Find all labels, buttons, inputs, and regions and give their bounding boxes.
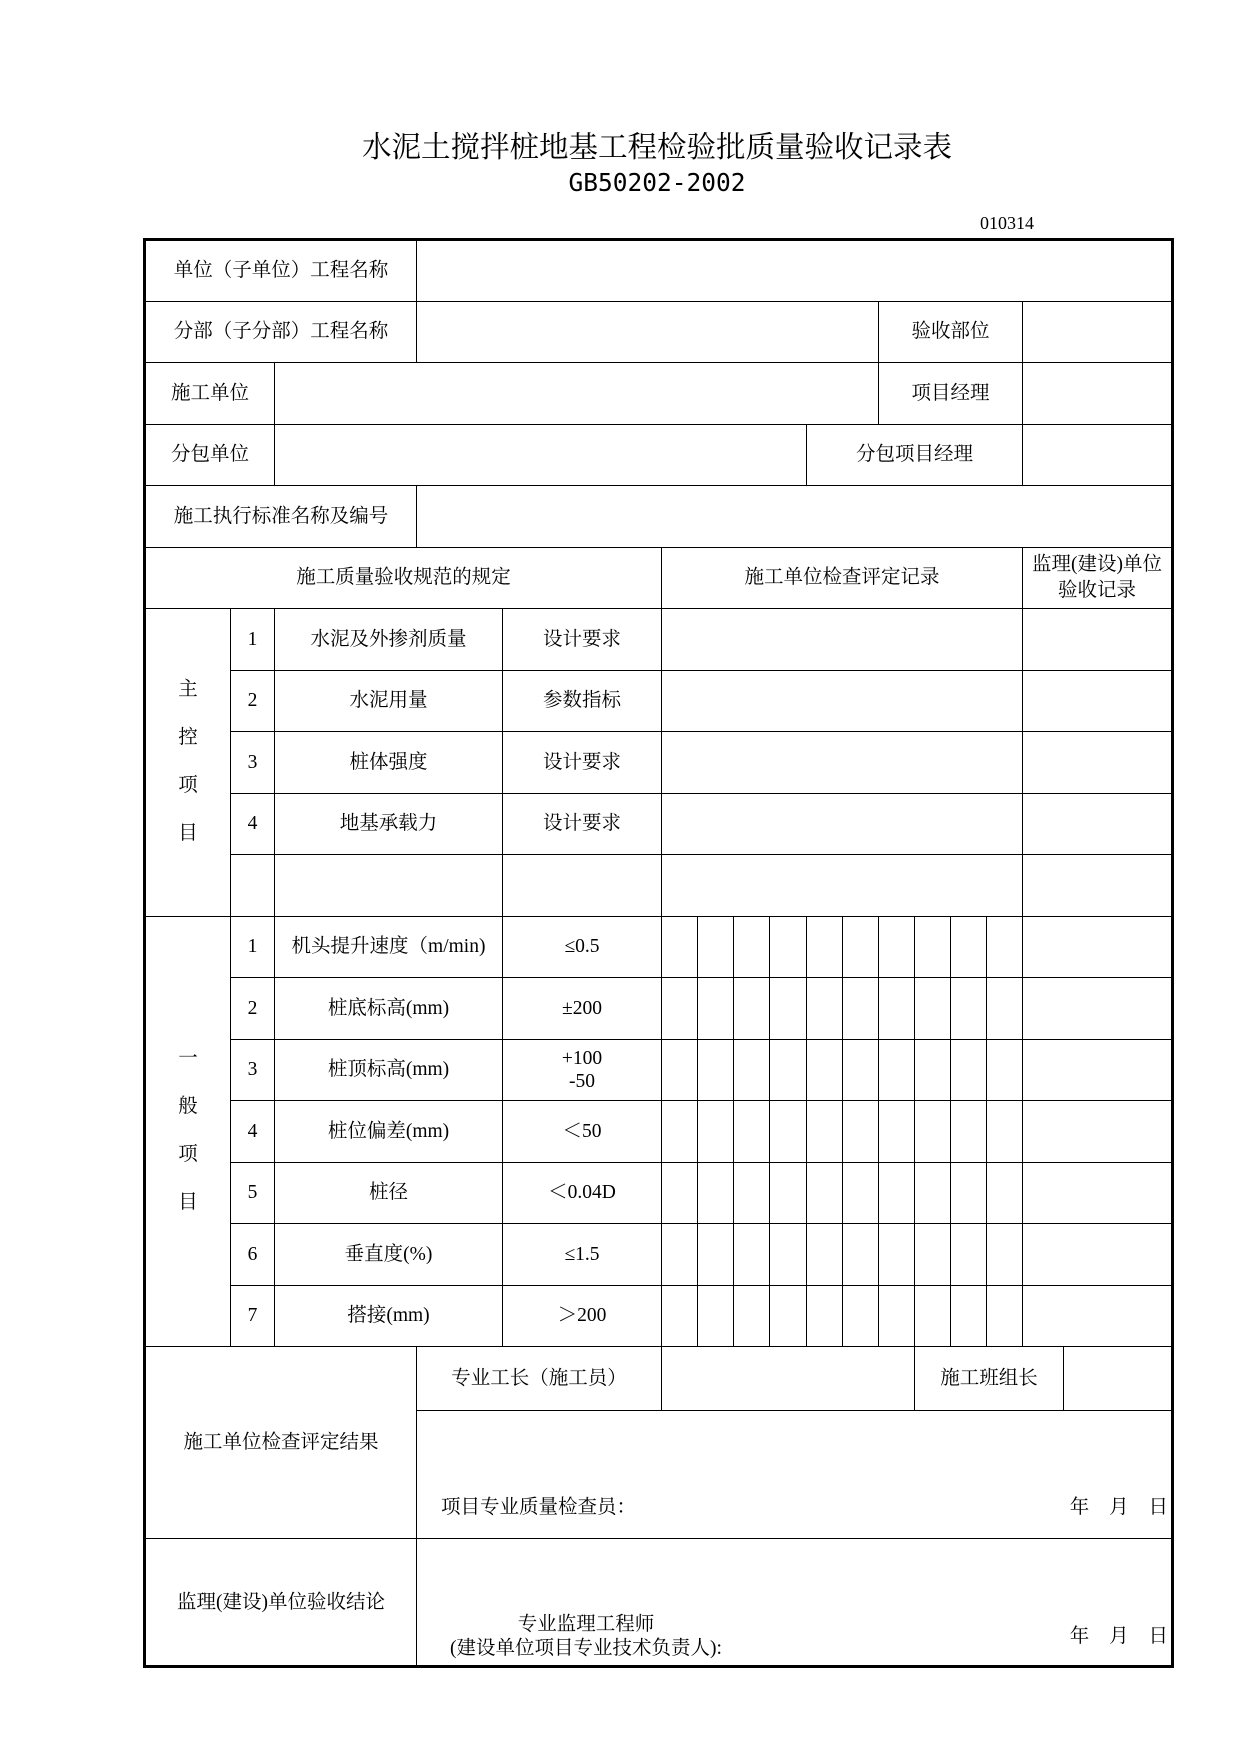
check-cell	[807, 1285, 843, 1347]
check-cell	[662, 1101, 698, 1163]
execution-standard-label: 施工执行标准名称及编号	[145, 486, 417, 548]
item-name: 地基承载力	[275, 793, 503, 855]
execution-standard-row	[145, 486, 1173, 548]
check-cell	[843, 1101, 879, 1163]
check-cell	[951, 978, 987, 1040]
check-cell	[843, 1162, 879, 1224]
supervisor-record-cell	[1023, 732, 1173, 794]
check-cell	[698, 1162, 734, 1224]
subcontractor-label: 分包单位	[145, 424, 275, 486]
contractor-signature-area	[417, 1411, 1173, 1539]
check-cell	[734, 1162, 770, 1224]
check-cell	[951, 1039, 987, 1101]
main-control-row	[145, 732, 1173, 794]
supervisor-signature-box	[417, 1539, 1171, 1665]
check-cell	[879, 1224, 915, 1286]
item-requirement: 参数指标	[503, 670, 662, 732]
standard-code: GB50202-2002	[568, 168, 746, 197]
subcontractor-value	[275, 424, 807, 486]
project-manager-value	[1023, 363, 1173, 425]
check-cell	[734, 978, 770, 1040]
item-name: 机头提升速度（m/min)	[275, 916, 503, 978]
check-cell	[662, 1162, 698, 1224]
check-cell	[879, 1162, 915, 1224]
contractor-label: 施工单位	[145, 363, 275, 425]
contractor-record-cell	[662, 793, 1023, 855]
item-number: 3	[231, 1039, 275, 1101]
check-cell	[770, 916, 807, 978]
item-requirement: ≤0.5	[503, 916, 662, 978]
check-cell	[807, 978, 843, 1040]
check-cell	[734, 1285, 770, 1347]
check-cell	[734, 916, 770, 978]
supervisor-record-cell	[1023, 1101, 1173, 1163]
supervisor-record-cell	[1023, 916, 1173, 978]
contractor-check-record-header: 施工单位检查评定记录	[662, 547, 1023, 609]
item-number: 1	[231, 916, 275, 978]
check-cell	[698, 1101, 734, 1163]
check-cell	[662, 1224, 698, 1286]
contractor-value	[275, 363, 879, 425]
subcontractor-row	[145, 424, 1173, 486]
check-cell	[843, 978, 879, 1040]
spec-requirements-header: 施工质量验收规范的规定	[145, 547, 662, 609]
check-cell	[807, 1039, 843, 1101]
check-cell	[698, 916, 734, 978]
main-control-group-label: 主控项目	[178, 679, 198, 845]
supervisor-acceptance-record-header: 监理(建设)单位 验收记录	[1023, 547, 1173, 609]
item-name: 桩底标高(mm)	[275, 978, 503, 1040]
item-name: 垂直度(%)	[275, 1224, 503, 1286]
check-cell	[951, 1285, 987, 1347]
check-cell	[987, 1101, 1023, 1163]
general-item-row	[145, 1224, 1173, 1286]
main-control-row	[145, 609, 1173, 671]
general-item-row	[145, 1285, 1173, 1347]
division-project-name-value	[417, 301, 879, 363]
check-cell	[807, 1101, 843, 1163]
check-cell	[770, 1285, 807, 1347]
item-number: 4	[231, 1101, 275, 1163]
check-cell	[770, 1039, 807, 1101]
main-control-row	[145, 793, 1173, 855]
main-control-row	[145, 670, 1173, 732]
item-name: 桩顶标高(mm)	[275, 1039, 503, 1101]
acceptance-record-table	[143, 238, 1174, 1668]
general-item-row	[145, 1039, 1173, 1101]
subcontract-manager-value	[1023, 424, 1173, 486]
contractor-record-cell	[662, 855, 1023, 917]
project-manager-label: 项目经理	[879, 363, 1023, 425]
check-cell	[879, 978, 915, 1040]
execution-standard-value	[417, 486, 1173, 548]
column-header-row	[145, 547, 1173, 609]
general-group-label: 一般项目	[178, 1048, 198, 1214]
check-cell	[987, 978, 1023, 1040]
item-requirement: 设计要求	[503, 793, 662, 855]
supervisor-record-cell	[1023, 793, 1173, 855]
item-number: 5	[231, 1162, 275, 1224]
check-cell	[987, 1162, 1023, 1224]
item-number: 1	[231, 609, 275, 671]
item-number: 7	[231, 1285, 275, 1347]
item-requirement: +100 -50	[503, 1039, 662, 1101]
supervisor-signature-area	[417, 1539, 1173, 1667]
supervisor-record-cell	[1023, 978, 1173, 1040]
quality-inspector-label: 项目专业质量检查员：	[441, 1496, 637, 1518]
main-control-group-cell	[145, 609, 231, 917]
item-number	[231, 855, 275, 917]
date-label: 年 月 日	[1069, 1626, 1169, 1647]
division-project-row	[145, 301, 1173, 363]
item-requirement: ＜50	[503, 1101, 662, 1163]
supervisor-record-cell	[1023, 609, 1173, 671]
check-cell	[915, 1224, 951, 1286]
contractor-row	[145, 363, 1173, 425]
supervisor-record-cell	[1023, 855, 1173, 917]
check-cell	[698, 1039, 734, 1101]
check-cell	[987, 1224, 1023, 1286]
supervisor-record-cell	[1023, 1285, 1173, 1347]
contractor-record-cell	[662, 670, 1023, 732]
check-cell	[915, 1162, 951, 1224]
check-cell	[698, 1285, 734, 1347]
check-cell	[807, 1224, 843, 1286]
check-cell	[915, 916, 951, 978]
check-cell	[843, 916, 879, 978]
item-number: 4	[231, 793, 275, 855]
subcontract-manager-label: 分包项目经理	[807, 424, 1023, 486]
unit-project-name-value	[417, 240, 1173, 302]
check-cell	[843, 1285, 879, 1347]
check-cell	[951, 1101, 987, 1163]
check-cell	[698, 978, 734, 1040]
check-cell	[734, 1224, 770, 1286]
contractor-result-label: 施工单位检查评定结果	[145, 1347, 417, 1539]
check-cell	[987, 1285, 1023, 1347]
check-cell	[734, 1039, 770, 1101]
item-name: 水泥及外掺剂质量	[275, 609, 503, 671]
foreman-value	[662, 1347, 915, 1411]
general-item-row	[145, 978, 1173, 1040]
check-cell	[698, 1224, 734, 1286]
foreman-label: 专业工长（施工员）	[417, 1347, 662, 1411]
check-cell	[662, 1285, 698, 1347]
check-cell	[843, 1224, 879, 1286]
item-name: 桩体强度	[275, 732, 503, 794]
item-name	[275, 855, 503, 917]
check-cell	[879, 1285, 915, 1347]
acceptance-part-label: 验收部位	[879, 301, 1023, 363]
date-label: 年 月 日	[1069, 1496, 1169, 1518]
check-cell	[915, 978, 951, 1040]
general-item-row	[145, 1101, 1173, 1163]
general-item-row	[145, 1162, 1173, 1224]
item-requirement	[503, 855, 662, 917]
team-leader-label: 施工班组长	[915, 1347, 1064, 1411]
item-number: 6	[231, 1224, 275, 1286]
item-name: 桩位偏差(mm)	[275, 1101, 503, 1163]
check-cell	[879, 1039, 915, 1101]
check-cell	[915, 1285, 951, 1347]
main-control-row-empty	[145, 855, 1173, 917]
check-cell	[951, 916, 987, 978]
supervisor-record-cell	[1023, 1039, 1173, 1101]
item-name: 桩径	[275, 1162, 503, 1224]
check-cell	[987, 916, 1023, 978]
contractor-result-row	[145, 1347, 1173, 1411]
item-requirement: ≤1.5	[503, 1224, 662, 1286]
supervisor-record-cell	[1023, 670, 1173, 732]
contractor-signature-box	[417, 1412, 1171, 1538]
supervisor-conclusion-label: 监理(建设)单位验收结论	[145, 1539, 417, 1667]
check-cell	[807, 916, 843, 978]
check-cell	[951, 1162, 987, 1224]
check-cell	[807, 1162, 843, 1224]
general-item-row	[145, 916, 1173, 978]
supervisor-record-cell	[1023, 1224, 1173, 1286]
document-title: 水泥土搅拌桩地基工程检验批质量验收记录表	[361, 130, 952, 164]
general-group-cell	[145, 916, 231, 1347]
check-cell	[734, 1101, 770, 1163]
check-cell	[879, 1101, 915, 1163]
acceptance-part-value	[1023, 301, 1173, 363]
supervisor-conclusion-row	[145, 1539, 1173, 1667]
check-cell	[770, 1101, 807, 1163]
check-cell	[987, 1039, 1023, 1101]
item-number: 2	[231, 978, 275, 1040]
contractor-record-cell	[662, 609, 1023, 671]
check-cell	[951, 1224, 987, 1286]
form-number: 010314	[980, 213, 1034, 233]
item-requirement: ＜0.04D	[503, 1162, 662, 1224]
supervisor-record-cell	[1023, 1162, 1173, 1224]
check-cell	[843, 1039, 879, 1101]
item-requirement: 设计要求	[503, 609, 662, 671]
check-cell	[915, 1101, 951, 1163]
item-requirement: 设计要求	[503, 732, 662, 794]
check-cell	[770, 978, 807, 1040]
unit-project-name-label: 单位（子单位）工程名称	[145, 240, 417, 302]
team-leader-value	[1064, 1347, 1173, 1411]
item-requirement: ＞200	[503, 1285, 662, 1347]
check-cell	[770, 1162, 807, 1224]
check-cell	[662, 1039, 698, 1101]
item-number: 3	[231, 732, 275, 794]
check-cell	[879, 916, 915, 978]
check-cell	[770, 1224, 807, 1286]
item-name: 搭接(mm)	[275, 1285, 503, 1347]
check-cell	[662, 916, 698, 978]
contractor-record-cell	[662, 732, 1023, 794]
item-name: 水泥用量	[275, 670, 503, 732]
check-cell	[915, 1039, 951, 1101]
unit-project-row	[145, 240, 1173, 302]
supervision-engineer-label: 专业监理工程师 (建设单位项目专业技术负责人):	[450, 1614, 722, 1659]
item-number: 2	[231, 670, 275, 732]
check-cell	[662, 978, 698, 1040]
division-project-name-label: 分部（子分部）工程名称	[145, 301, 417, 363]
item-requirement: ±200	[503, 978, 662, 1040]
